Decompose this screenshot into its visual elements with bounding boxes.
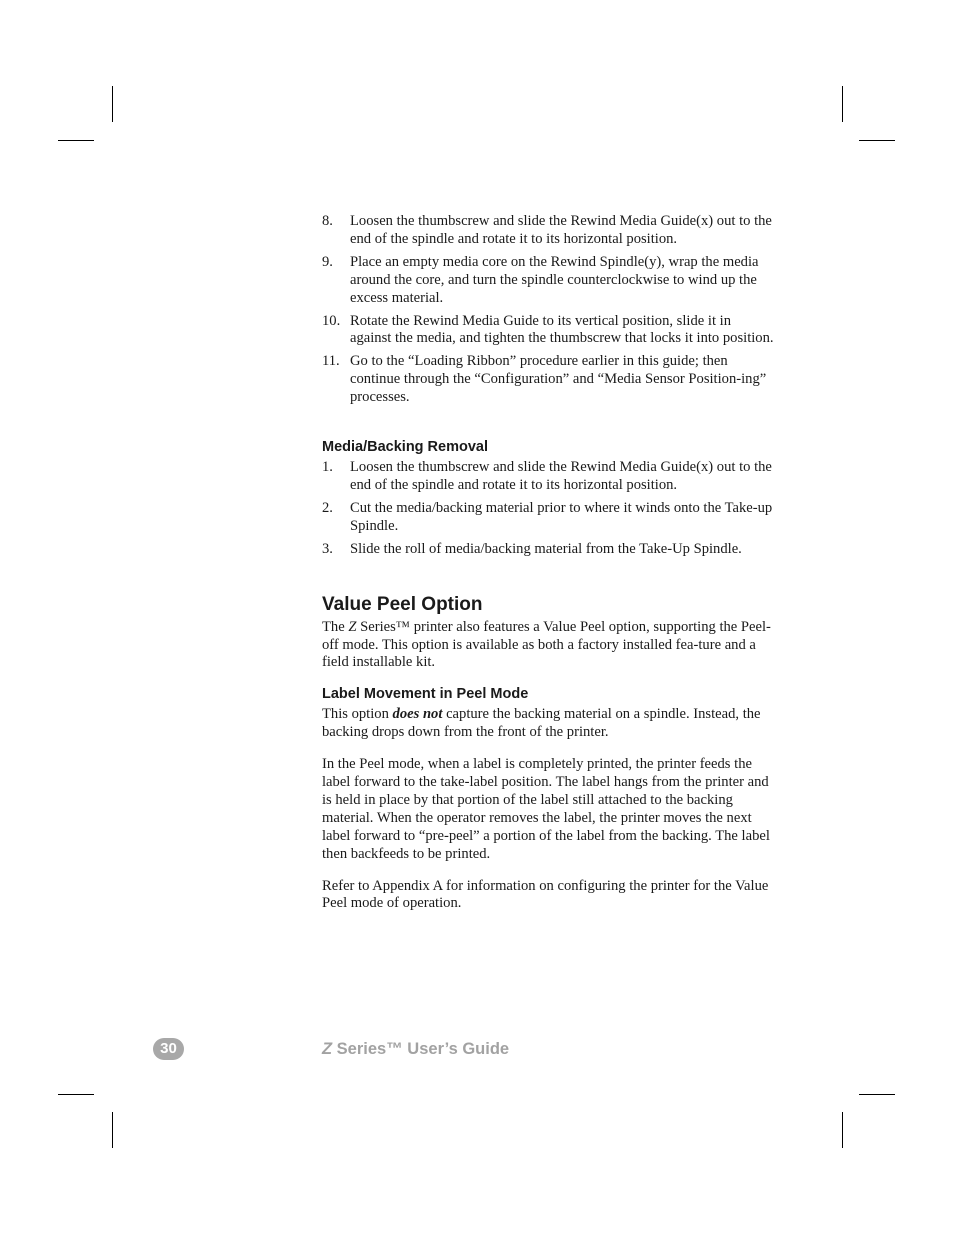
list-item xyxy=(322,254,774,308)
crop-mark xyxy=(842,86,843,122)
crop-mark xyxy=(112,86,113,122)
step-number: 3. xyxy=(322,540,333,557)
intro-text: The xyxy=(322,618,349,635)
footer-guide-title xyxy=(322,1038,509,1060)
list-item xyxy=(322,541,774,559)
step-text: Loosen the thumbscrew and slide the Rewind Media Guide(x) out to the end of the spindle and rotate it to its horizontal position. xyxy=(350,459,772,493)
footer-z: Z xyxy=(322,1040,333,1058)
crop-mark xyxy=(859,1094,895,1095)
step-text: Loosen the thumbscrew and slide the Rewind Media Guide(x) out to the end of the spindle and rotate it to its horizontal position. xyxy=(350,213,772,247)
crop-mark xyxy=(58,140,94,141)
step-number: 11. xyxy=(322,353,340,370)
section-heading-media-backing-removal: Media/Backing Removal xyxy=(322,439,488,456)
step-text: Slide the roll of media/backing material from the Take-Up Spindle. xyxy=(350,540,742,557)
list-item xyxy=(322,500,774,536)
removal-steps-list xyxy=(322,459,774,559)
list-item xyxy=(322,313,774,349)
value-peel-intro xyxy=(322,619,774,673)
emphasis-does-not: does not xyxy=(392,706,443,723)
intro-z-series: Z xyxy=(348,618,357,635)
rewind-steps-list xyxy=(322,213,774,407)
section-heading-label-movement: Label Movement in Peel Mode xyxy=(322,686,529,703)
page-number-badge: 30 xyxy=(153,1038,184,1060)
crop-mark xyxy=(112,1112,113,1148)
step-number: 9. xyxy=(322,253,333,270)
step-number: 1. xyxy=(322,459,333,476)
step-number: 2. xyxy=(322,499,333,516)
list-item xyxy=(322,353,774,407)
paragraph-text: This option xyxy=(322,706,393,723)
crop-mark xyxy=(58,1094,94,1095)
crop-mark xyxy=(859,140,895,141)
page-content xyxy=(322,213,774,913)
label-movement-paragraph-1 xyxy=(322,706,774,742)
list-item xyxy=(322,213,774,249)
section-heading-value-peel-option: Value Peel Option xyxy=(322,593,483,615)
step-text: Place an empty media core on the Rewind Spindle(y), wrap the media around the core, and turn the spindle counterclockwise to wind up the excess material. xyxy=(350,253,759,306)
step-number: 10. xyxy=(322,312,341,329)
crop-mark xyxy=(842,1112,843,1148)
label-movement-paragraph-2: In the Peel mode, when a label is completely printed, the printer feeds the label forward to the take-label position. The label hangs from the printer and is held in place by that portion of the label still attached to the backing material. When the operator removes the label, the printer moves the next label forward to “pre-peel” a portion of the label from the backing. The label then backfeeds to be printed. xyxy=(322,756,770,862)
step-number: 8. xyxy=(322,213,333,229)
footer-title-text: Series™ User’s Guide xyxy=(332,1040,510,1058)
intro-text: Series™ printer also features a Value Peel option, supporting the Peel-off mode. This option is available as both a factory installed fea-ture and a field installable kit. xyxy=(322,618,771,671)
list-item xyxy=(322,459,774,495)
step-text: Cut the media/backing material prior to where it winds onto the Take-up Spindle. xyxy=(350,499,773,534)
label-movement-paragraph-3: Refer to Appendix A for information on configuring the printer for the Value Peel mode of operation. xyxy=(322,877,769,912)
step-text: Go to the “Loading Ribbon” procedure earlier in this guide; then continue through the “Configuration” and “Media Sensor Position-ing” processes. xyxy=(350,353,767,406)
paragraph-text: capture the backing material on a spindle. Instead, the backing drops down from the front of the printer. xyxy=(322,706,761,741)
step-text: Rotate the Rewind Media Guide to its vertical position, slide it in against the media, and tighten the thumbscrew that locks it into position. xyxy=(350,312,774,347)
